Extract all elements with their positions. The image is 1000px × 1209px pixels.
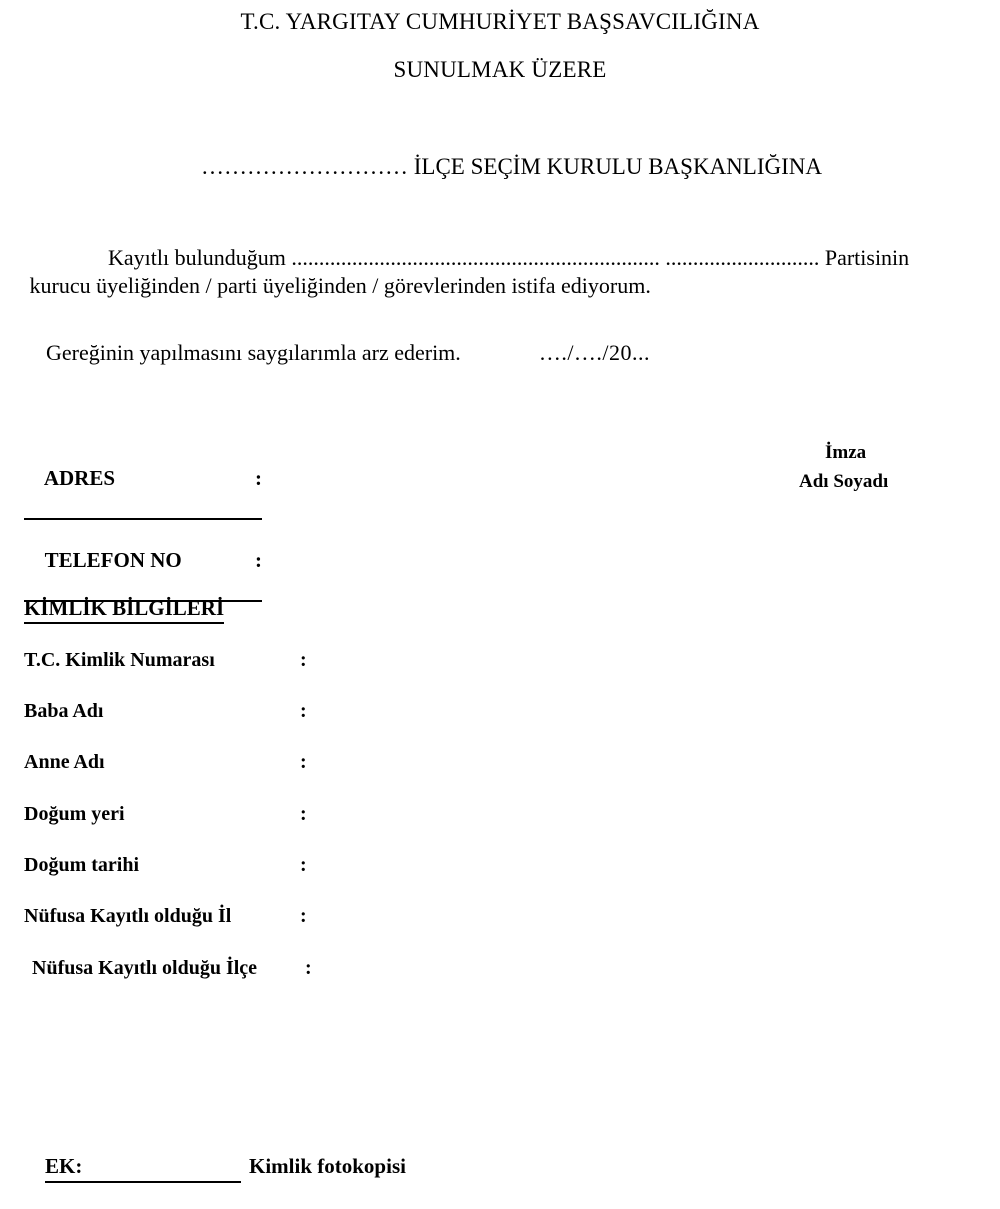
phone-field-label [24, 523, 262, 602]
identity-label: Baba Adı [24, 700, 104, 722]
address-label-text: ADRES [43, 466, 116, 490]
address-colon: : [255, 466, 262, 490]
identity-row-nufus-ilce [24, 957, 444, 983]
signature-name-label: Adı Soyadı [799, 471, 889, 492]
identity-label: Anne Adı [24, 751, 105, 773]
date-placeholder: …./…./20... [538, 340, 651, 365]
heading-submit-note: SUNULMAK ÜZERE [393, 57, 607, 82]
body-line-request [24, 320, 650, 386]
signature-label: İmza [825, 442, 867, 463]
identity-colon: : [300, 751, 307, 773]
identity-row-baba-adi [24, 700, 444, 726]
identity-colon: : [300, 905, 307, 927]
party-blank-dots-short: ............................ [665, 245, 820, 270]
identity-colon: : [305, 957, 312, 979]
identity-colon: : [300, 700, 307, 722]
identity-row-anne-adi [24, 751, 444, 777]
identity-label: Nüfusa Kayıtlı olduğu İl [24, 905, 232, 927]
identity-colon: : [300, 803, 307, 825]
identity-row-nufus-il [24, 905, 444, 931]
party-suffix: Partisinin [819, 245, 910, 270]
addressee-line [0, 128, 1000, 206]
address-field-label [24, 441, 262, 520]
addressee-blank-dots: ……………………… [201, 154, 408, 179]
party-blank-dots-long: ................................................................... [291, 245, 660, 270]
body-prefix: Kayıtlı bulunduğum [108, 245, 292, 270]
identity-label: Doğum tarihi [24, 854, 139, 876]
identity-label: T.C. Kimlik Numarası [24, 649, 215, 671]
attachment-label: EK: [45, 1154, 241, 1183]
identity-section-title: KİMLİK BİLGİLERİ [24, 596, 224, 624]
identity-row-tc-kimlik-numarasi [24, 649, 444, 675]
identity-row-dogum-tarihi [24, 854, 444, 880]
identity-colon: : [300, 854, 307, 876]
attachment-line [24, 1129, 406, 1178]
heading-court: T.C. YARGITAY CUMHURİYET BAŞSAVCILIĞINA [240, 9, 760, 34]
body-line-resignation-options: kurucu üyeliğinden / parti üyeliğinden / görevlerinden istifa ediyorum. [24, 273, 651, 298]
attachment-value: Kimlik fotokopisi [249, 1154, 406, 1178]
phone-colon: : [255, 548, 262, 572]
identity-label: Nüfusa Kayıtlı olduğu İlçe [32, 957, 258, 979]
identity-label: Doğum yeri [24, 803, 125, 825]
identity-colon: : [300, 649, 307, 671]
body-request-text: Gereğinin yapılmasını saygılarımla arz ederim. [46, 340, 461, 365]
identity-row-dogum-yeri [24, 803, 444, 829]
addressee-label: İLÇE SEÇİM KURULU BAŞKANLIĞINA [408, 154, 822, 179]
phone-label-text: TELEFON NO [44, 548, 182, 572]
